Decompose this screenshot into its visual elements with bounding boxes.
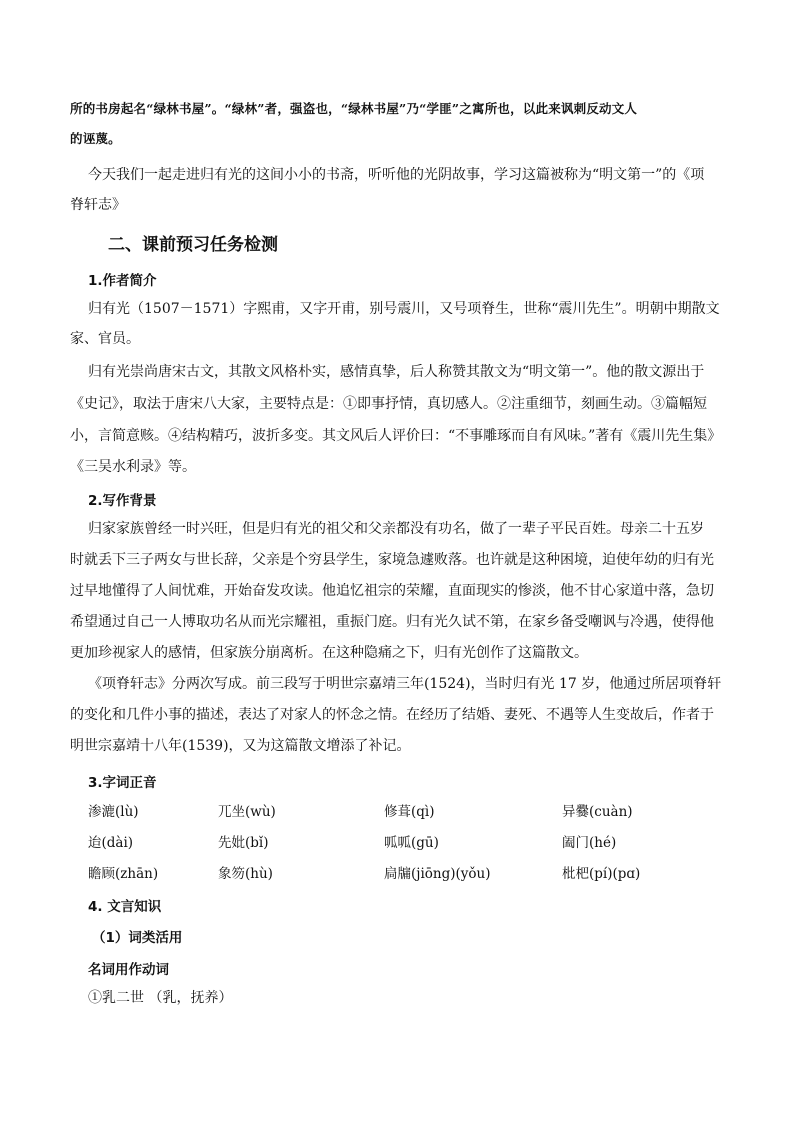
intro-line-3: 今天我们一起走进归有光的这间小小的书斋，听听他的光阴故事，学习这篇被称为“明文第一”的《项 (88, 167, 705, 183)
pronunciation-row (88, 800, 688, 824)
classical-heading: 4. 文言知识 (88, 899, 162, 915)
pronunciation-row (88, 862, 688, 886)
pronunciation-item: 扃牖(jiōng)(yǒu) (384, 866, 491, 882)
author-p2-line-3: 小，言简意赅。④结构精巧，波折多变。其文风后人评价曰：“不事雕琢而自有风味。”著有《震川先生集》 (70, 428, 722, 444)
pronunciation-item: 迨(dài) (88, 835, 134, 851)
pronunciation-item: 修葺(qì) (384, 804, 435, 820)
intro-line-2: 的诬蔑。 (70, 131, 121, 146)
background-p1-line-1: 归家家族曾经一时兴旺，但是归有光的祖父和父亲都没有功名，做了一辈子平民百姓。母亲二十五岁 (88, 521, 704, 537)
pronunciation-heading: 3.字词正音 (88, 775, 157, 791)
author-p1-line-1: 归有光（1507－1571）字熙甫，又字开甫，别号震川，又号项脊生，世称“震川先生”。明朝中期散文 (88, 301, 720, 317)
background-p2-line-2: 的变化和几件小事的描述，表达了对家人的怀念之情。在经历了结婚、妻死、不遇等人生变故后，作者于 (70, 707, 714, 723)
pronunciation-item: 阖门(hé) (562, 835, 617, 851)
pronunciation-row (88, 831, 688, 855)
pronunciation-item: 呱呱(gū) (384, 835, 439, 851)
classical-item-1: ①乳二世 （乳，抚养） (88, 990, 233, 1006)
background-p1-line-5: 更加珍视家人的感情，但家族分崩离析。在这种隐痛之下，归有光创作了这篇散文。 (70, 645, 588, 661)
background-p1-line-3: 过早地懂得了人间忧难，开始奋发攻读。他追忆祖宗的荣耀，直面现实的惨淡，他不甘心家道中落，急切 (70, 583, 714, 599)
background-p2-line-3: 明世宗嘉靖十八年(1539)，又为这篇散文增添了补记。 (70, 738, 411, 754)
classical-sub-1: （1）词类活用 (92, 930, 183, 946)
background-p2-line-1: 《项脊轩志》分两次写成。前三段写于明世宗嘉靖三年(1524)，当时归有光 17 岁，他通过所居项脊轩 (88, 676, 722, 692)
intro-line-4: 脊轩志》 (70, 197, 126, 213)
author-p2-line-1: 归有光崇尚唐宋古文，其散文风格朴实，感情真挚，后人称赞其散文为“明文第一”。他的散文源出于 (88, 364, 705, 380)
pronunciation-item: 兀坐(wù) (218, 804, 276, 820)
pronunciation-item: 枇杷(pí)(pɑ) (562, 866, 641, 882)
author-p2-line-4: 《三吴水利录》等。 (70, 459, 196, 475)
background-p1-line-4: 希望通过自己一人博取功名从而光宗耀祖，重振门庭。归有光久试不第，在家乡备受嘲讽与冷遇，使得他 (70, 614, 714, 630)
pronunciation-item: 异爨(cuàn) (562, 804, 633, 820)
author-p2-line-2: 《史记》，取法于唐宋八大家，主要特点是：①即事抒情，真切感人。②注重细节，刻画生动。③篇幅短 (70, 396, 707, 412)
background-heading: 2.写作背景 (88, 493, 157, 509)
classical-sub-2: 名词用作动词 (88, 962, 169, 978)
pronunciation-item: 瞻顾(zhān) (88, 866, 159, 882)
pronunciation-item: 渗漉(lù) (88, 804, 139, 820)
author-heading: 1.作者简介 (88, 273, 157, 289)
section-title: 二、课前预习任务检测 (108, 235, 278, 255)
author-p1-line-2: 家、官员。 (70, 331, 140, 347)
pronunciation-item: 先妣(bǐ) (218, 835, 269, 851)
intro-line-1: 所的书房起名“绿林书屋”。“绿林”者，强盗也，“绿林书屋”乃“学匪”之寓所也，以此来讽刺反动文人 (70, 101, 638, 116)
pronunciation-item: 象笏(hù) (218, 866, 273, 882)
background-p1-line-2: 时就丢下三子两女与世长辞，父亲是个穷县学生，家境急遽败落。也许就是这种困境，迫使年幼的归有光 (70, 552, 714, 568)
